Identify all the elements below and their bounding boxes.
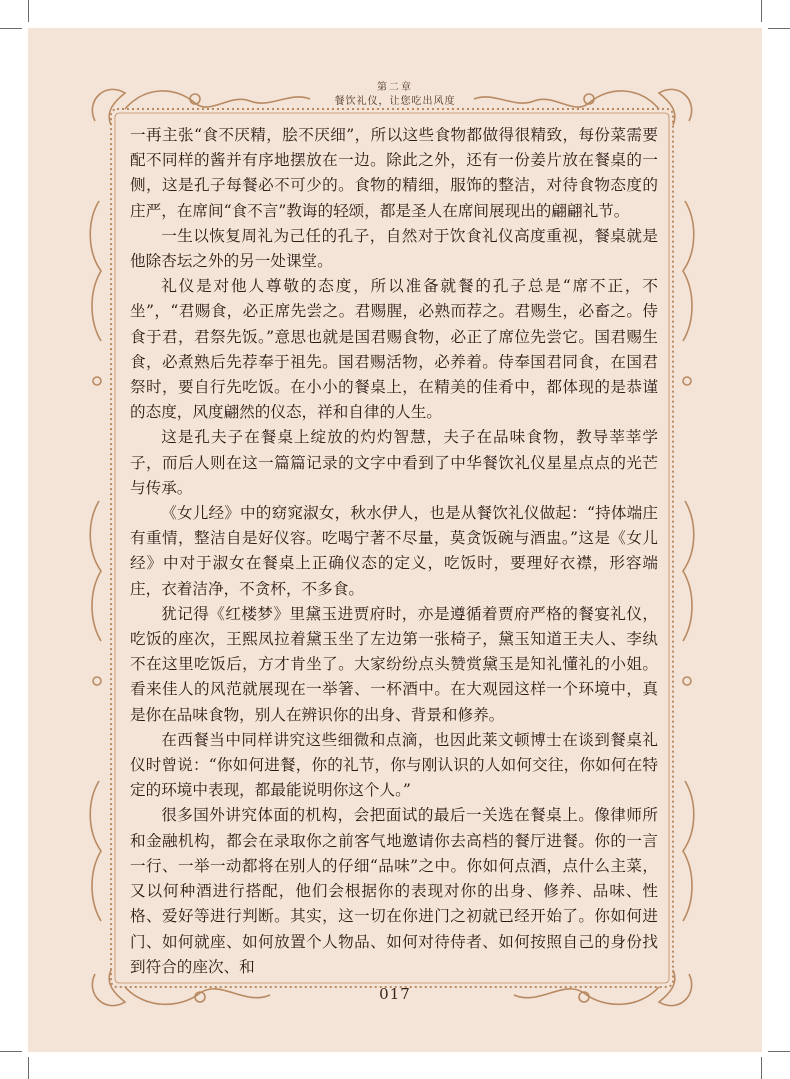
crop-mark: [28, 0, 29, 22]
crop-mark: [768, 1051, 790, 1052]
crop-mark: [768, 28, 790, 29]
crop-mark: [28, 1057, 29, 1079]
paragraph: 一再主张“食不厌精，脍不厌细”，所以这些食物都做得很精致，每份菜需要配不同样的酱并有序地摆放在一边。除此之外，还有一份姜片放在餐桌的一侧，这是孔子每餐必不可少的。食物的精细，服饰的整洁，对待食物态度的庄严，在席间“食不言”教诲的轻颂，都是圣人在席间展现出的翩翩礼节。: [130, 126, 658, 220]
paragraph: 在西餐当中同样讲究这些细微和点滴，也因此莱文顿博士在谈到餐桌礼仪时曾说：“你如何进餐，你的礼节，你与刚认识的人如何交往，你如何在特定的环境中表现，都最能说明你这个人。”: [130, 730, 658, 800]
crop-mark: [0, 28, 22, 29]
paragraph: 犹记得《红楼梦》里黛玉进贾府时，亦是遵循着贾府严格的餐宴礼仪，吃饭的座次，王熙凤拉着黛玉坐了左边第一张椅子，黛玉知道王夫人、李纨不在这里吃饭后，方才肯坐了。大家纷纷点头赞赏黛玉是知礼懂礼的小姐。看来佳人的风范就展现在一举箸、一杯酒中。在大观园这样一个环境中，真是你在品味食物，别人在辨识你的出身、背景和修养。: [130, 604, 658, 724]
body-text: [130, 123, 658, 980]
page-number: 017: [379, 985, 411, 1003]
paragraph: 《女儿经》中的窈窕淑女，秋水伊人，也是从餐饮礼仪做起：“持体端庄有重情，整洁自是好仪容。吃喝宁著不尽量，莫贪饭碗与酒盅。”这是《女儿经》中对于淑女在餐桌上正确仪态的定义，吃饭时，要理好衣襟，形容端庄，衣着洁净，不贪杯，不多食。: [130, 504, 658, 598]
paragraph: 很多国外讲究体面的机构，会把面试的最后一关选在餐桌上。像律师所和金融机构，都会在录取你之前客气地邀请你去高档的餐厅进餐。你的一言一行、一举一动都将在别人的仔细“品味”之中。你如何点酒，点什么主菜，又以何种酒进行搭配，他们会根据你的表现对你的出身、修养、品味、性格、爱好等进行判断。其实，这一切在你进门之初就已经开始了。你如何进门、如何就座、如何放置个人物品、如何对待侍者、如何按照自己的身份找到符合的座次、和: [130, 806, 658, 976]
crop-mark: [761, 0, 762, 22]
paragraph: 一生以恢复周礼为己任的孔子，自然对于饮食礼仪高度重视，餐桌就是他除杏坛之外的另一处课堂。: [130, 226, 658, 271]
paragraph: 这是孔夫子在餐桌上绽放的灼灼智慧，夫子在品味食物，教导莘莘学子，而后人则在这一篇篇记录的文字中看到了中华餐饮礼仪星星点点的光芒与传承。: [130, 428, 658, 497]
crop-mark: [761, 1057, 762, 1079]
paragraph: 礼仪是对他人尊敬的态度，所以准备就餐的孔子总是“席不正，不坐”，“君赐食，必正席先尝之。君赐腥，必熟而荐之。君赐生，必畜之。侍食于君，君祭先饭。”意思也就是国君赐食物，必正了席位先尝它。国君赐生食，必煮熟后先荐奉于祖先。国君赐活物，必养着。侍奉国君同食，在国君祭时，要自行先吃饭。在小小的餐桌上，在精美的佳肴中，都体现的是恭谨的态度，风度翩然的仪态，祥和自律的人生。: [130, 277, 658, 422]
crop-mark: [0, 1051, 22, 1052]
chapter-heading: 第二章: [377, 82, 413, 93]
chapter-subtitle: 餐饮礼仪，让您吃出风度: [334, 96, 456, 107]
